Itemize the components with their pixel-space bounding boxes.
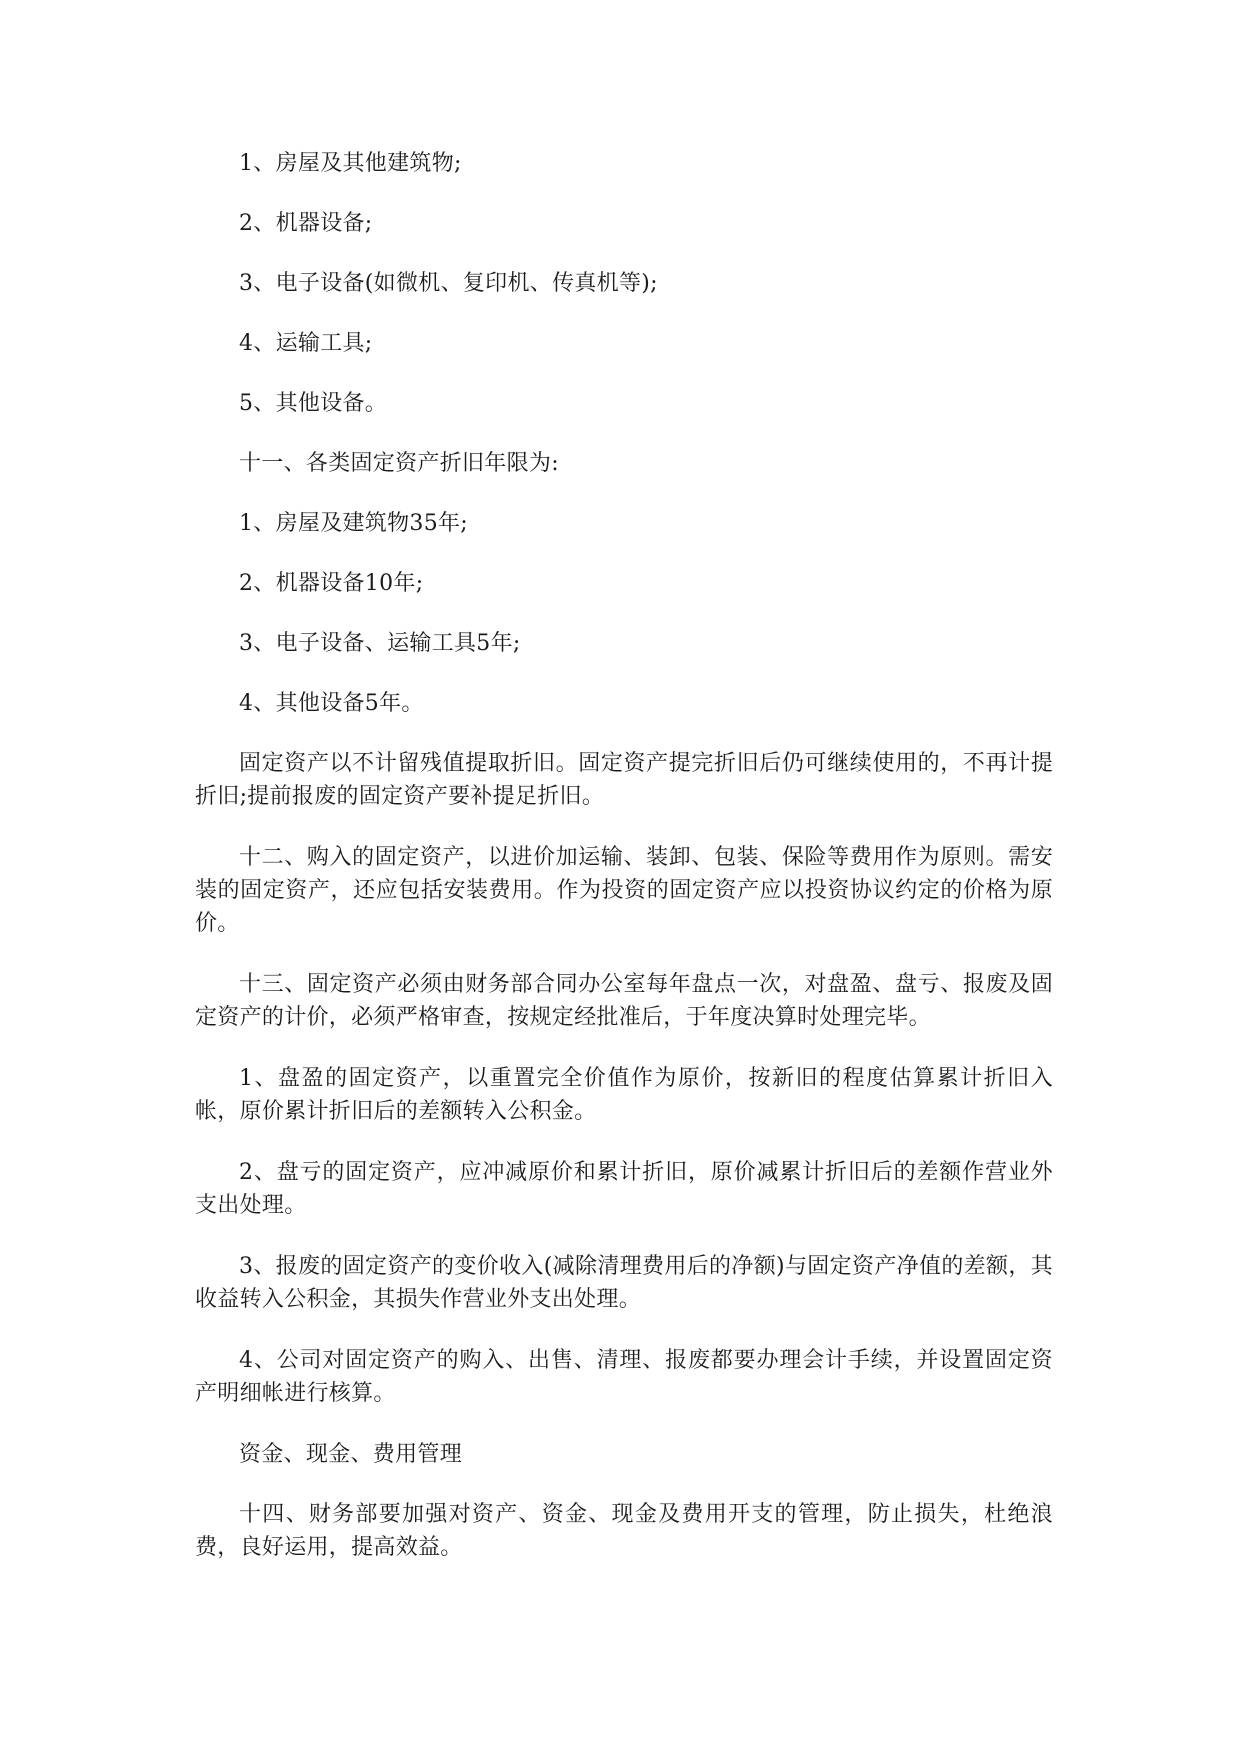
list-item-other: 5、其他设备。 [239, 391, 388, 416]
section-14-paragraph: 十四、财务部要加强对资产、资金、现金及费用开支的管理，防止损失，杜绝浪费，良好运用，提高效益。 [195, 1502, 1053, 1560]
depreciation-item-other: 4、其他设备5年。 [239, 691, 424, 716]
depreciation-item-electronics: 3、电子设备、运输工具5年; [239, 631, 521, 656]
depreciation-item-building: 1、房屋及建筑物35年; [239, 511, 469, 536]
inventory-surplus-paragraph: 1、盘盈的固定资产，以重置完全价值作为原价，按新旧的程度估算累计折旧入帐，原价累计折旧后的差额转入公积金。 [195, 1066, 1053, 1124]
section-subheading: 资金、现金、费用管理 [239, 1442, 463, 1467]
scrap-income-paragraph: 3、报废的固定资产的变价收入(减除清理费用后的净额)与固定资产净值的差额，其收益转入公积金，其损失作营业外支出处理。 [195, 1254, 1053, 1312]
list-item-electronics: 3、电子设备(如微机、复印机、传真机等); [239, 271, 658, 296]
paragraph-residual-value: 固定资产以不计留残值提取折旧。固定资产提完折旧后仍可继续使用的，不再计提折旧;提前报废的固定资产要补提足折旧。 [195, 751, 1053, 809]
depreciation-item-machinery: 2、机器设备10年; [239, 571, 424, 596]
section-13-paragraph: 十三、固定资产必须由财务部合同办公室每年盘点一次，对盘盈、盘亏、报废及固定资产的计价，必须严格审查，按规定经批准后，于年度决算时处理完毕。 [195, 972, 1053, 1030]
list-item-transport: 4、运输工具; [239, 331, 373, 356]
list-item-machinery: 2、机器设备; [239, 211, 373, 236]
inventory-loss-paragraph: 2、盘亏的固定资产，应冲减原价和累计折旧，原价减累计折旧后的差额作营业外支出处理。 [195, 1160, 1053, 1218]
accounting-procedure-paragraph: 4、公司对固定资产的购入、出售、清理、报废都要办理会计手续，并设置固定资产明细帐进行核算。 [195, 1348, 1053, 1406]
list-item-building: 1、房屋及其他建筑物; [239, 151, 462, 176]
section-12-paragraph: 十二、购入的固定资产，以进价加运输、装卸、包装、保险等费用作为原则。需安装的固定资产，还应包括安装费用。作为投资的固定资产应以投资协议约定的价格为原价。 [195, 845, 1053, 936]
document-body [195, 147, 1053, 1564]
section-heading-11: 十一、各类固定资产折旧年限为: [239, 451, 559, 476]
